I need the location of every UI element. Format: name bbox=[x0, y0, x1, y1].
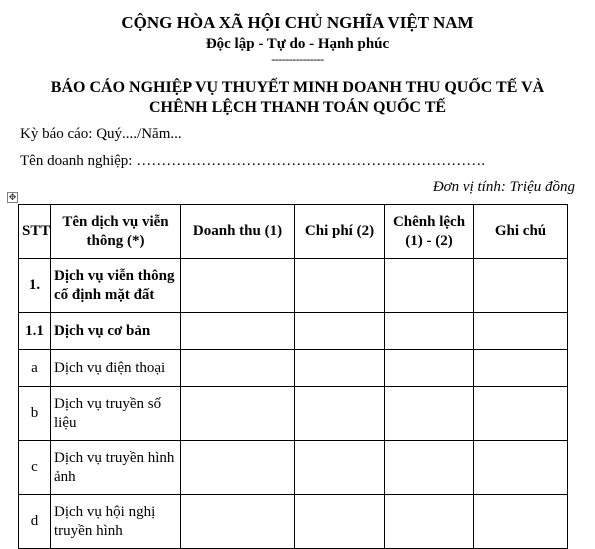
difference-cell[interactable] bbox=[385, 259, 474, 313]
note-cell[interactable] bbox=[474, 387, 568, 441]
header-note: Ghi chú bbox=[474, 205, 568, 259]
report-period: Kỳ báo cáo: Quý..../Năm... bbox=[20, 126, 182, 142]
note-cell[interactable] bbox=[474, 259, 568, 313]
country-name: CỘNG HÒA XÃ HỘI CHỦ NGHĨA VIỆT NAM bbox=[121, 13, 474, 32]
cost-cell[interactable] bbox=[295, 313, 385, 350]
difference-cell[interactable] bbox=[385, 313, 474, 350]
revenue-cell[interactable] bbox=[181, 313, 295, 350]
unit-of-measure: Đơn vị tính: Triệu đồng bbox=[432, 179, 575, 195]
row-stt: a bbox=[19, 350, 51, 387]
row-service-name: Dịch vụ viễn thông cố định mặt đất bbox=[51, 259, 181, 313]
row-stt: 1.1 bbox=[19, 313, 51, 350]
table-row bbox=[19, 441, 568, 495]
row-stt: c bbox=[19, 441, 51, 495]
difference-cell[interactable] bbox=[385, 495, 474, 549]
note-cell[interactable] bbox=[474, 313, 568, 350]
row-service-name: Dịch vụ điện thoại bbox=[51, 350, 181, 387]
difference-cell[interactable] bbox=[385, 350, 474, 387]
header-revenue: Doanh thu (1) bbox=[181, 205, 295, 259]
table-move-handle-icon[interactable]: ✥ bbox=[8, 193, 17, 203]
header-service-name: Tên dịch vụ viễn thông (*) bbox=[51, 205, 181, 259]
table-row bbox=[19, 313, 568, 350]
header-difference: Chênh lệch (1) - (2) bbox=[385, 205, 474, 259]
company-name-line: Tên doanh nghiệp: ……………………………………………………………. bbox=[20, 153, 485, 169]
table-row bbox=[19, 387, 568, 441]
row-stt: b bbox=[19, 387, 51, 441]
difference-cell[interactable] bbox=[385, 387, 474, 441]
note-cell[interactable] bbox=[474, 441, 568, 495]
row-stt: d bbox=[19, 495, 51, 549]
table-header-row bbox=[19, 205, 568, 259]
difference-cell[interactable] bbox=[385, 441, 474, 495]
national-motto: Độc lập - Tự do - Hạnh phúc bbox=[205, 36, 390, 52]
note-cell[interactable] bbox=[474, 350, 568, 387]
revenue-cell[interactable] bbox=[181, 441, 295, 495]
table-row bbox=[19, 350, 568, 387]
cost-cell[interactable] bbox=[295, 495, 385, 549]
report-title-line-2: CHÊNH LỆCH THANH TOÁN QUỐC TẾ bbox=[148, 99, 447, 116]
row-service-name: Dịch vụ truyền hình ảnh bbox=[51, 441, 181, 495]
cost-cell[interactable] bbox=[295, 387, 385, 441]
cost-cell[interactable] bbox=[295, 441, 385, 495]
table-row bbox=[19, 259, 568, 313]
cost-cell[interactable] bbox=[295, 350, 385, 387]
row-service-name: Dịch vụ cơ bản bbox=[51, 313, 181, 350]
header-divider: --------------- bbox=[271, 52, 324, 66]
revenue-cell[interactable] bbox=[181, 350, 295, 387]
revenue-cell[interactable] bbox=[181, 259, 295, 313]
row-service-name: Dịch vụ truyền số liệu bbox=[51, 387, 181, 441]
revenue-table bbox=[18, 204, 568, 549]
report-title bbox=[0, 78, 595, 118]
header-stt: STT bbox=[19, 205, 51, 259]
table-row bbox=[19, 495, 568, 549]
cost-cell[interactable] bbox=[295, 259, 385, 313]
revenue-cell[interactable] bbox=[181, 387, 295, 441]
report-title-line-1: BÁO CÁO NGHIỆP VỤ THUYẾT MINH DOANH THU QUỐC TẾ VÀ bbox=[50, 79, 545, 96]
row-stt: 1. bbox=[19, 259, 51, 313]
note-cell[interactable] bbox=[474, 495, 568, 549]
header-cost: Chi phí (2) bbox=[295, 205, 385, 259]
revenue-cell[interactable] bbox=[181, 495, 295, 549]
row-service-name: Dịch vụ hội nghị truyền hình bbox=[51, 495, 181, 549]
